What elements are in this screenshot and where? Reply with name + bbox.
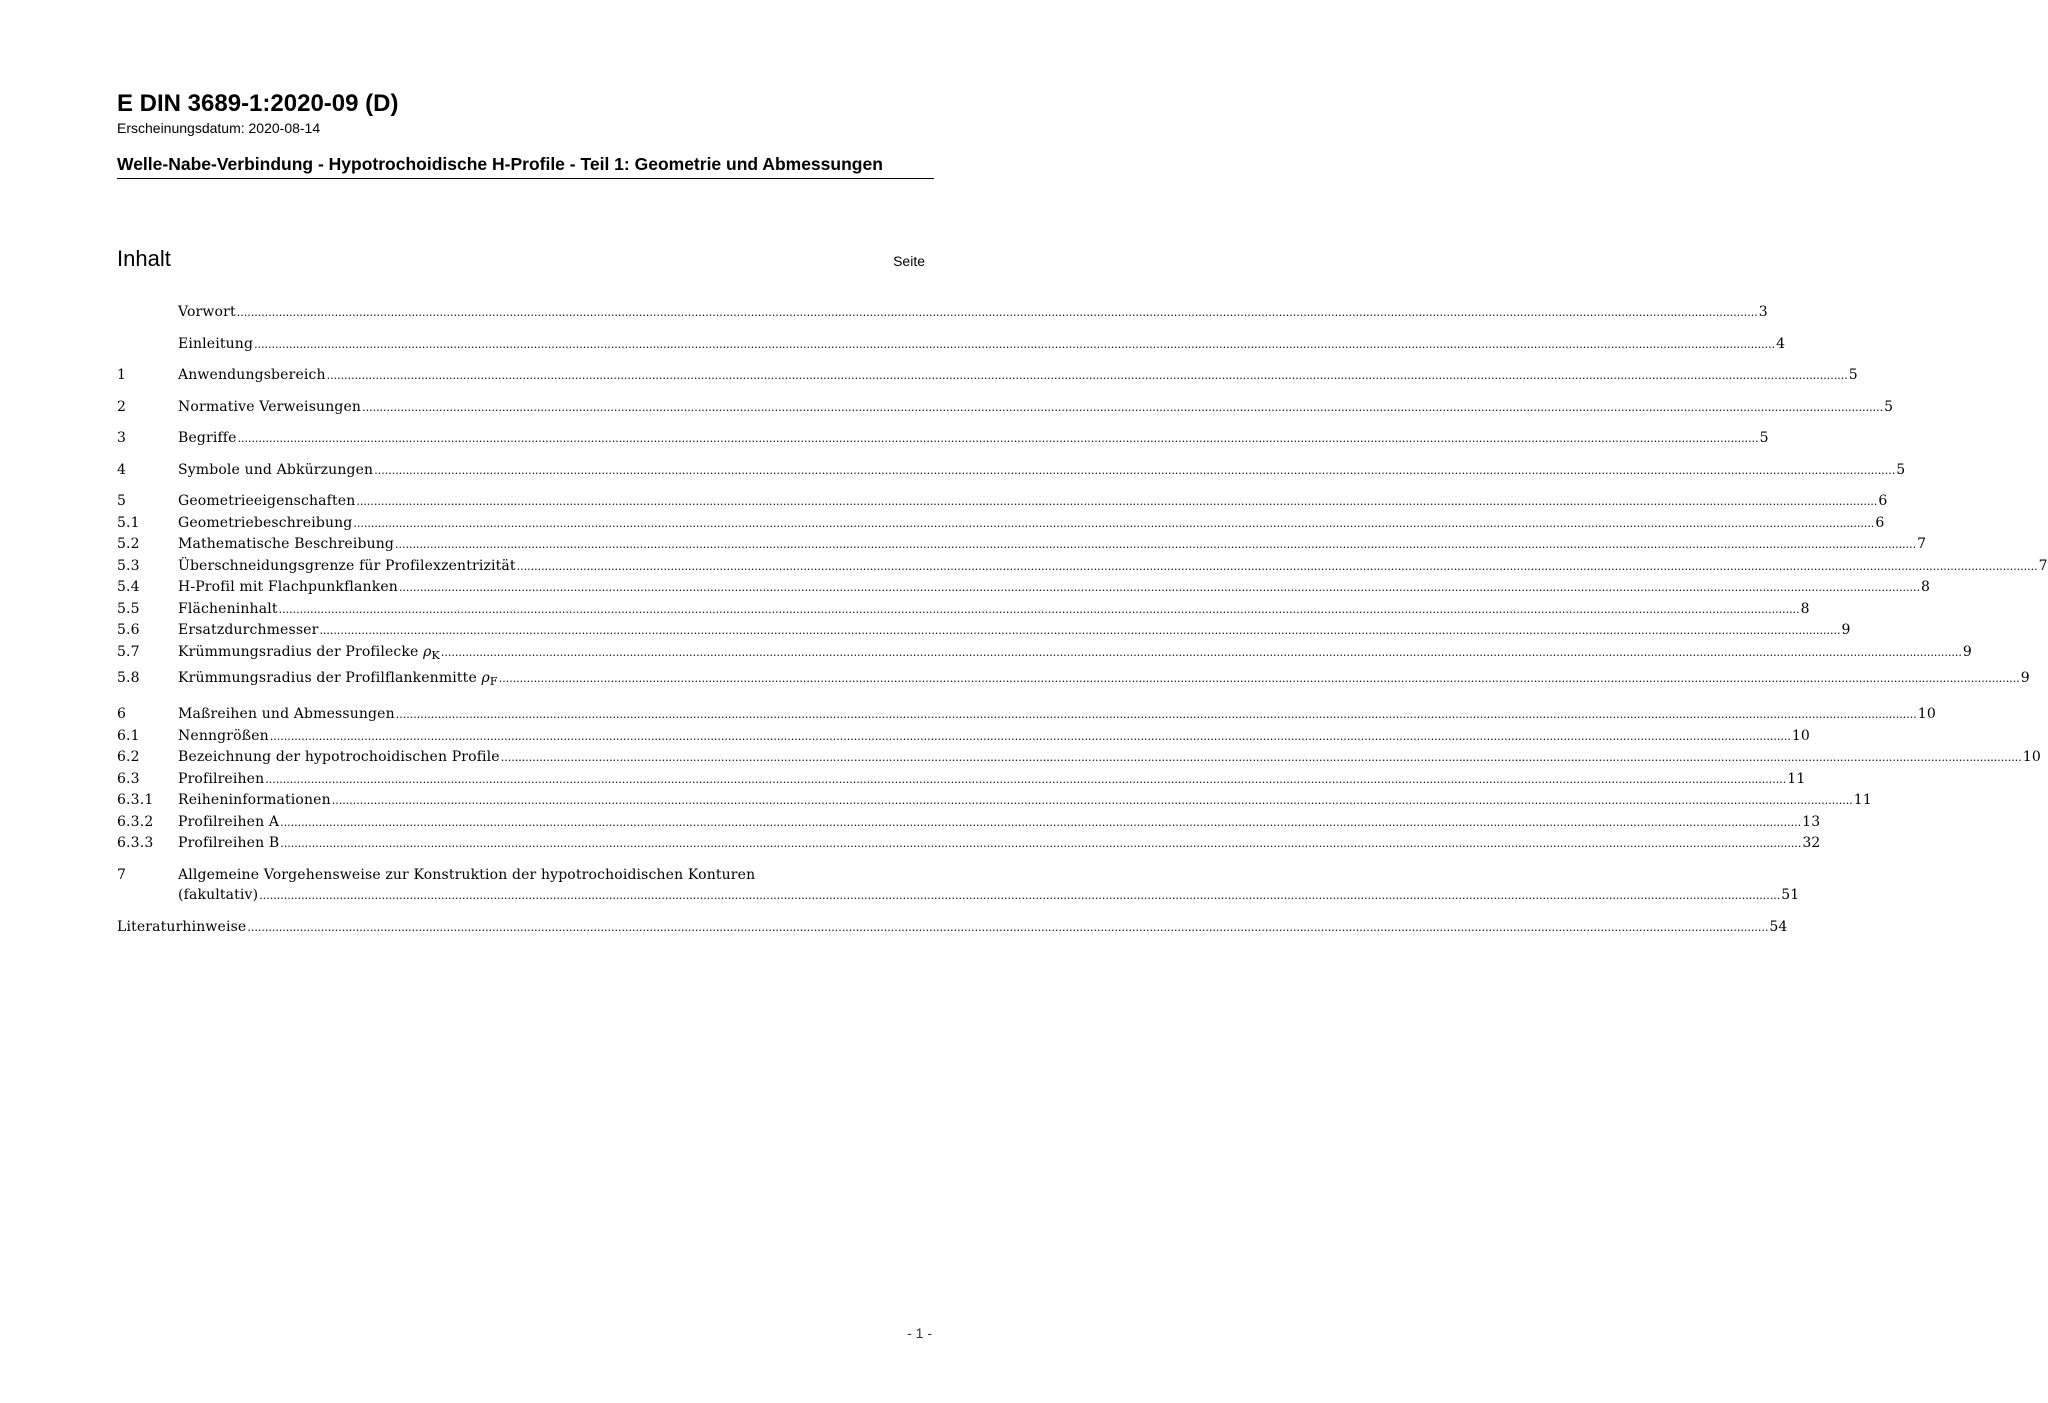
toc-entry-number: 6.2 <box>117 749 140 765</box>
toc-entry-label: H-Profil mit Flachpunkflanken <box>178 579 398 595</box>
dot-leader <box>441 642 1962 664</box>
toc-entry-page: 13 <box>1802 813 1821 830</box>
toc-entry-page: 8 <box>1800 600 1810 617</box>
toc-entry-label: Literaturhinweise <box>117 918 247 935</box>
toc-entry-vorwort[interactable] <box>117 302 1768 324</box>
toc-entry-6-1[interactable] <box>117 726 1810 748</box>
toc-entry-number: 5.1 <box>117 514 140 531</box>
dot-leader <box>395 534 1916 556</box>
dot-leader <box>247 917 1768 939</box>
dot-leader <box>280 812 1801 834</box>
toc-entry-number: 5.3 <box>117 557 140 574</box>
subscript-k: K <box>431 648 440 662</box>
document-title: Welle-Nabe-Verbindung - Hypotrochoidische H-Profile - Teil 1: Geometrie und Abmessungen <box>117 153 934 179</box>
toc-entry-label: Maßreihen und Abmessungen <box>178 706 395 722</box>
dot-leader <box>499 666 2020 691</box>
table-of-contents <box>117 302 2048 938</box>
subscript-f: F <box>489 675 498 688</box>
toc-entry-5[interactable] <box>117 491 1888 513</box>
dot-leader <box>396 704 1917 726</box>
toc-entry-5-7[interactable] <box>117 642 1972 667</box>
toc-entry-5-2[interactable] <box>117 534 1927 556</box>
toc-entry-1[interactable] <box>117 365 1858 387</box>
toc-entry-3[interactable] <box>117 428 1769 450</box>
toc-entry-number: 5.8 <box>117 670 140 686</box>
toc-entry-number: 5.6 <box>117 622 140 638</box>
toc-entry-label: Geometriebeschreibung <box>178 514 353 531</box>
toc-entry-label: Reiheninformationen <box>178 792 331 808</box>
toc-entry-page: 54 <box>1769 918 1788 935</box>
toc-entry-number: 5.5 <box>117 600 140 617</box>
toc-entry-4[interactable] <box>117 460 1906 482</box>
toc-entry-6-2[interactable] <box>117 747 2041 769</box>
toc-entry-label: Einleitung <box>178 335 254 352</box>
toc-entry-7[interactable] <box>117 865 1800 907</box>
toc-heading <box>117 244 925 276</box>
toc-entry-label-text: Krümmungsradius der Profilecke <box>178 643 419 660</box>
document-id: E DIN 3689-1:2020-09 (D) <box>117 90 399 117</box>
toc-entry-5-8[interactable] <box>117 666 2030 694</box>
page-number: - 1 - <box>907 1325 932 1341</box>
toc-entry-number: 6.3 <box>117 770 140 787</box>
document-header <box>117 88 934 179</box>
toc-entry-label: Vorwort <box>178 304 236 320</box>
toc-entry-label: Bezeichnung der hypotrochoidischen Profile <box>178 749 500 765</box>
toc-entry-page: 7 <box>2038 557 2048 574</box>
toc-entry-label: Symbole und Abkürzungen <box>178 461 374 478</box>
toc-entry-label <box>178 666 498 694</box>
dot-leader <box>517 556 2038 578</box>
toc-entry-label-line2: (fakultativ) <box>178 887 259 903</box>
toc-entry-number: 6 <box>117 706 127 722</box>
toc-entry-label: Flächeninhalt <box>178 600 278 617</box>
dot-leader <box>238 428 1759 450</box>
toc-entry-label: Geometrieeigenschaften <box>178 493 356 509</box>
dot-leader <box>279 599 1800 621</box>
toc-entry-number: 5.4 <box>117 579 140 595</box>
toc-entry-label-line1: Allgemeine Vorgehensweise zur Konstruktion der hypotrochoidischen Konturen <box>178 866 756 883</box>
toc-entry-einleitung[interactable] <box>117 334 1786 356</box>
toc-entry-6-3-3[interactable] <box>117 833 1821 855</box>
dot-leader <box>374 460 1895 482</box>
toc-entry-page: 9 <box>1962 643 1972 660</box>
toc-title: Inhalt <box>117 246 171 271</box>
toc-entry-label: Profilreihen A <box>178 813 280 830</box>
toc-entry-5-1[interactable] <box>117 513 1885 535</box>
toc-entry-number: 6.1 <box>117 727 140 744</box>
rho-symbol: ρ <box>481 670 490 686</box>
toc-entry-number: 5.7 <box>117 643 140 660</box>
toc-entry-number: 1 <box>117 367 127 383</box>
toc-entry-page: 10 <box>1791 727 1810 744</box>
dot-leader <box>353 513 1874 535</box>
toc-entry-page: 9 <box>2020 670 2030 686</box>
toc-entry-number: 6.3.2 <box>117 813 154 830</box>
publication-date: Erscheinungsdatum: 2020-08-14 <box>117 120 321 136</box>
toc-entry-page: 9 <box>1841 622 1851 638</box>
toc-entry-label: Anwendungsbereich <box>178 367 326 383</box>
dot-leader <box>362 397 1883 419</box>
toc-entry-page: 11 <box>1787 770 1806 787</box>
toc-entry-5-4[interactable] <box>117 577 1931 599</box>
toc-entry-label: Nenngrößen <box>178 727 269 744</box>
toc-entry-page: 7 <box>1917 536 1927 552</box>
toc-entry-6[interactable] <box>117 704 1936 726</box>
dot-leader <box>356 491 1877 513</box>
rho-symbol: ρ <box>423 643 432 660</box>
toc-entry-label-text: Krümmungsradius der Profilflankenmitte <box>178 670 477 686</box>
dot-leader <box>270 726 1791 748</box>
dot-leader <box>254 334 1775 356</box>
toc-entry-5-3[interactable] <box>117 556 2048 578</box>
toc-entry-page: 32 <box>1802 835 1821 851</box>
toc-entry-label: Überschneidungsgrenze für Profilexzentrizität <box>178 557 516 574</box>
toc-entry-page: 8 <box>1920 579 1931 595</box>
toc-entry-page: 6 <box>1878 493 1888 509</box>
dot-leader <box>332 790 1853 812</box>
toc-entry-label: Profilreihen B <box>178 835 280 851</box>
toc-entry-page: 4 <box>1776 335 1786 352</box>
dot-leader <box>501 747 2022 769</box>
toc-entry-page: 5 <box>1759 430 1769 446</box>
toc-entry-5-5[interactable] <box>117 599 1810 621</box>
toc-entry-6-3[interactable] <box>117 769 1806 791</box>
toc-entry-number: 4 <box>117 461 127 478</box>
toc-entry-number: 2 <box>117 398 127 415</box>
toc-entry-number: 6.3.3 <box>117 835 154 851</box>
dot-leader <box>319 620 1840 642</box>
toc-entry-label: Begriffe <box>178 430 237 446</box>
toc-entry-label: Profilreihen <box>178 770 265 787</box>
dot-leader <box>265 769 1786 791</box>
toc-entry-number: 5 <box>117 493 127 509</box>
toc-entry-number: 5.2 <box>117 536 140 552</box>
toc-entry-page: 3 <box>1758 304 1768 320</box>
toc-entry-page: 11 <box>1853 792 1872 808</box>
dot-leader <box>280 833 1801 855</box>
dot-leader <box>327 365 1848 387</box>
toc-entry-literaturhinweise[interactable] <box>117 917 1788 939</box>
toc-entry-page: 5 <box>1896 461 1906 478</box>
toc-entry-label: Normative Verweisungen <box>178 398 362 415</box>
toc-entry-2[interactable] <box>117 397 1894 419</box>
dot-leader <box>399 577 1920 599</box>
toc-entry-5-6[interactable] <box>117 620 1851 642</box>
dot-leader <box>259 885 1780 907</box>
dot-leader <box>237 302 1758 324</box>
toc-entry-number: 3 <box>117 430 127 446</box>
toc-entry-number: 6.3.1 <box>117 792 154 808</box>
toc-entry-page: 5 <box>1848 367 1858 383</box>
toc-entry-page: 5 <box>1884 398 1894 415</box>
toc-entry-page: 10 <box>1917 706 1936 722</box>
toc-entry-page: 6 <box>1875 514 1885 531</box>
toc-entry-6-3-2[interactable] <box>117 812 1821 834</box>
toc-entry-6-3-1[interactable] <box>117 790 1872 812</box>
toc-entry-label: Ersatzdurchmesser <box>178 622 319 638</box>
toc-entry-label: Mathematische Beschreibung <box>178 536 395 552</box>
toc-entry-page: 10 <box>2022 749 2041 765</box>
toc-entry-label <box>178 642 440 667</box>
toc-entry-number: 7 <box>117 866 127 883</box>
toc-entry-page: 51 <box>1781 887 1800 903</box>
toc-page-label: Seite <box>893 253 925 269</box>
